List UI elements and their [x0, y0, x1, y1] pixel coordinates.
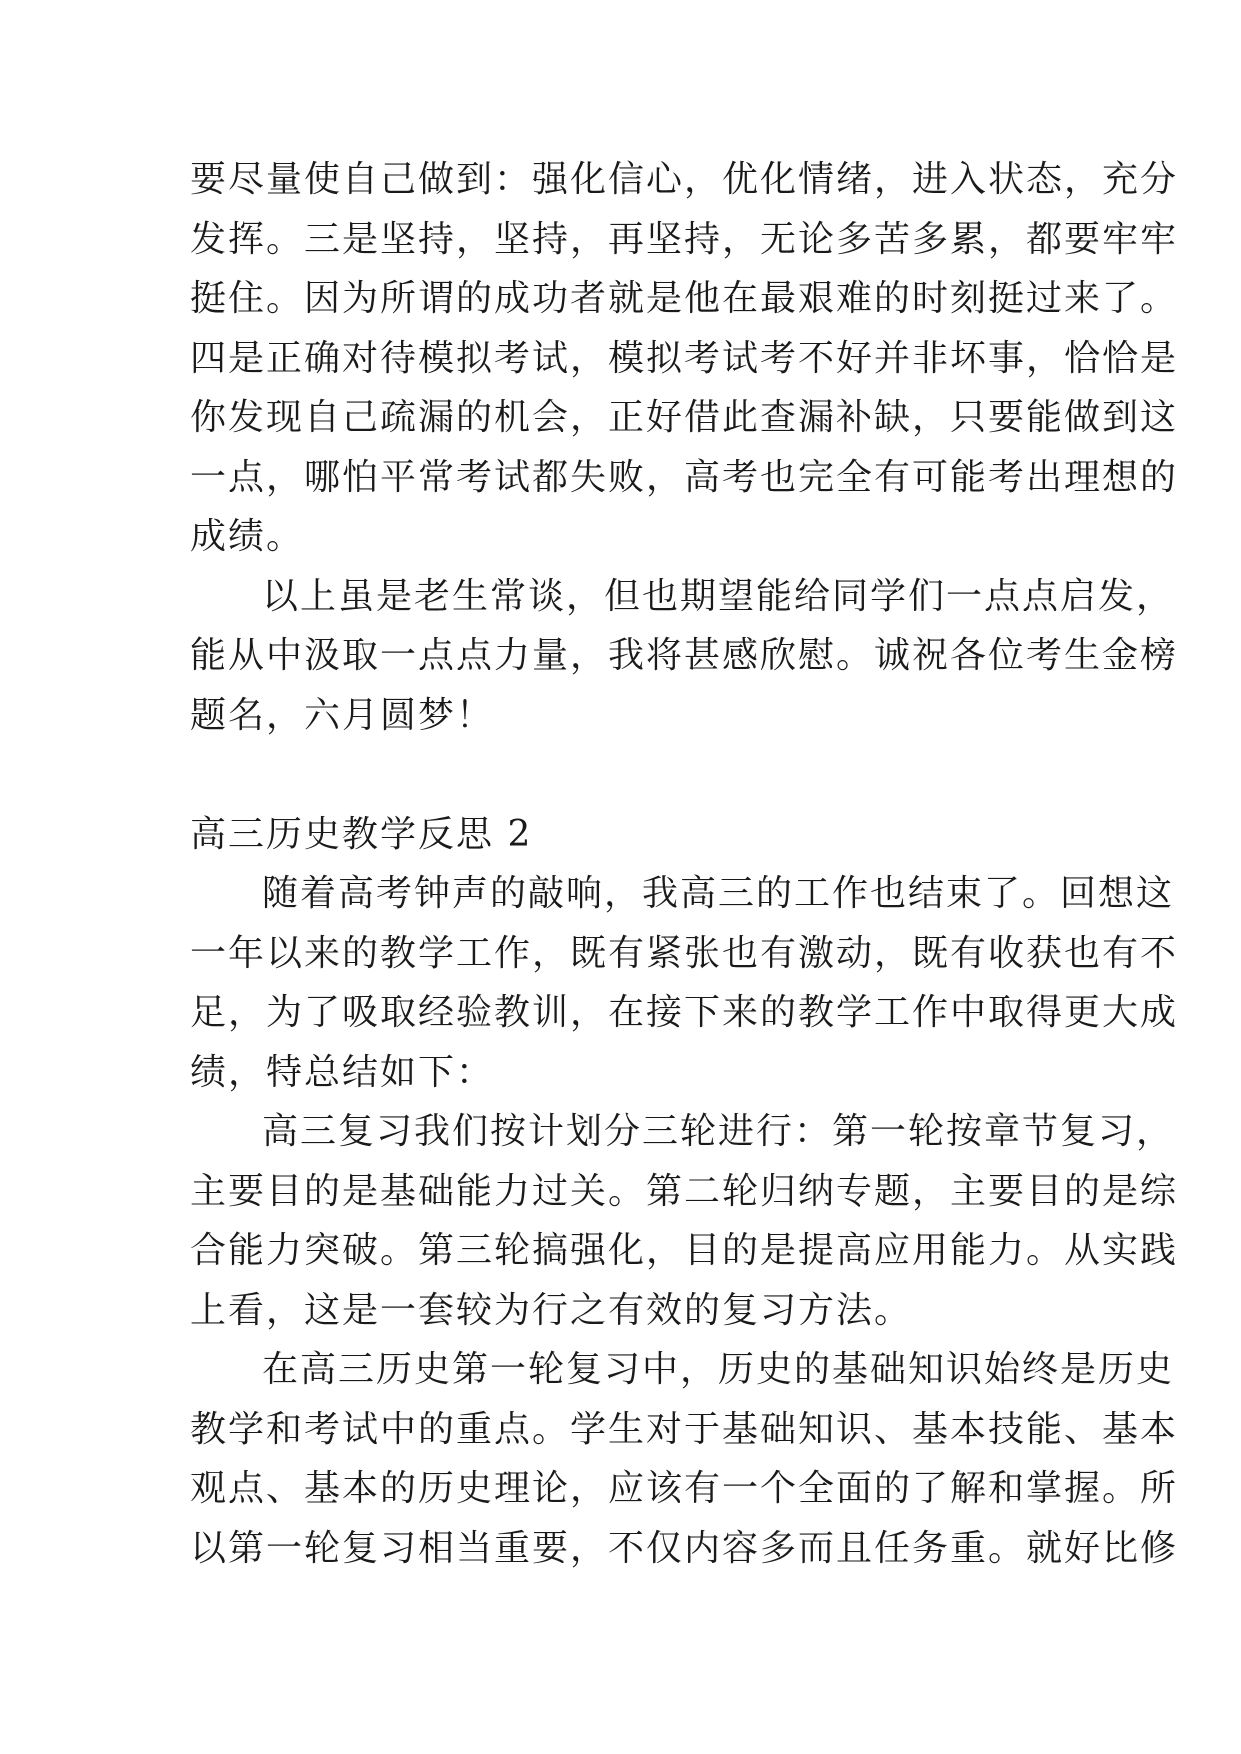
text-line: 要尽量使自己做到：强化信心，优化情绪，进入状态，充分: [190, 159, 1179, 200]
text-line: 上看，这是一套较为行之有效的复习方法。: [190, 1289, 913, 1331]
text-line: 绩，特总结如下：: [190, 1051, 495, 1093]
text-line: 能从中汲取一点点力量，我将甚感欣慰。诚祝各位考生金榜: [190, 635, 1179, 676]
text-line: 一点，哪怕平常考试都失败，高考也完全有可能考出理想的: [190, 456, 1179, 498]
text-line: 主要目的是基础能力过关。第二轮归纳专题，主要目的是综: [190, 1170, 1179, 1212]
text-line: 足，为了吸取经验教训，在接下来的教学工作中取得更大成: [190, 992, 1179, 1033]
text-line: 题名，六月圆梦！: [190, 694, 495, 736]
text-line: 四是正确对待模拟考试，模拟考试考不好并非坏事，恰恰是: [190, 337, 1179, 379]
paragraph-closing: [190, 567, 1179, 746]
text-line: 你发现自己疏漏的机会，正好借此查漏补缺，只要能做到这: [190, 397, 1179, 438]
paragraph-first-round: [190, 1340, 1179, 1578]
text-line: 以第一轮复习相当重要，不仅内容多而且任务重。就好比修: [190, 1527, 1179, 1569]
document-body: [190, 150, 1179, 1578]
paragraph-intro: [190, 864, 1179, 1102]
section-spacer: [190, 745, 1070, 805]
text-line: 挺住。因为所谓的成功者就是他在最艰难的时刻挺过来了。: [190, 278, 1179, 319]
text-line: 教学和考试中的重点。学生对于基础知识、基本技能、基本: [190, 1408, 1179, 1450]
text-line: 观点、基本的历史理论，应该有一个全面的了解和掌握。所: [190, 1468, 1179, 1509]
section-heading: 高三历史教学反思 2: [190, 813, 533, 855]
text-line: 随着高考钟声的敲响，我高三的工作也结束了。回想这: [262, 873, 1175, 914]
text-line: 以上虽是老生常谈，但也期望能给同学们一点点启发，: [262, 575, 1175, 617]
text-line: 合能力突破。第三轮搞强化，目的是提高应用能力。从实践: [190, 1230, 1179, 1271]
text-line: 成绩。: [190, 516, 305, 557]
paragraph-continuation: [190, 150, 1179, 567]
text-line: 发挥。三是坚持，坚持，再坚持，无论多苦多累，都要牢牢: [190, 218, 1179, 260]
text-line: 在高三历史第一轮复习中，历史的基础知识始终是历史: [262, 1349, 1175, 1390]
paragraph-review-plan: [190, 1102, 1179, 1340]
text-line: 一年以来的教学工作，既有紧张也有激动，既有收获也有不: [190, 932, 1179, 974]
text-line: 高三复习我们按计划分三轮进行：第一轮按章节复习，: [262, 1111, 1175, 1152]
